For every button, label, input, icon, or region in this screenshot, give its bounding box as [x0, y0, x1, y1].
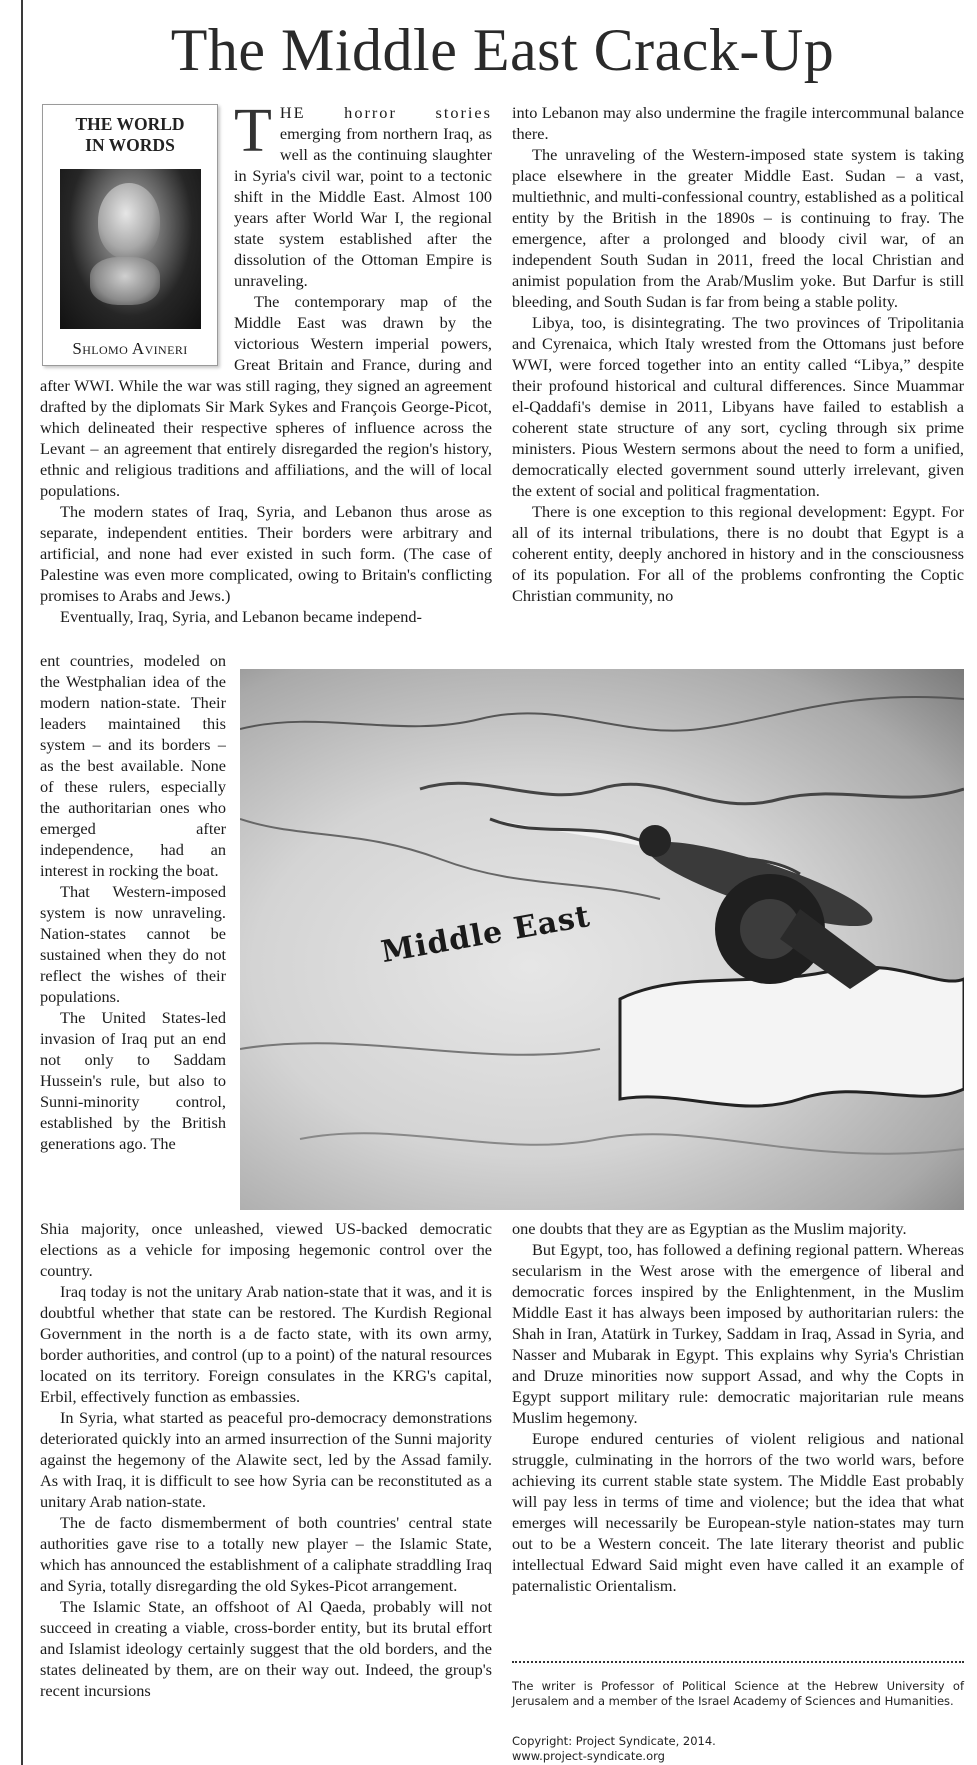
paragraph: The unraveling of the Western-imposed state system is taking place elsewhere in the greater Middle East. Sudan – a vast, multiethnic, and multi-confessional country, established as a political entity by the British in the 1890s – is continuing to fray. The emergence, after a prolonged and bloody civil war, of an independent South Sudan in 2011, freed the local Christian and animist population from the Arab/Muslim yoke. But Darfur is still bleeding, and South Sudan is far from being a stable polity.	[512, 145, 964, 311]
paragraph: Iraq today is not the unitary Arab nation-state that it was, and it is doubtful whether that state can be restored. The Kurdish Regional Government in the north is a de facto state, with its own army, border authorities, and control (up to a point) of the natural resources located on its territory. Foreign consulates in the KRG's capital, Erbil, effectively function as embassies.	[40, 1282, 492, 1406]
paragraph: Europe endured centuries of violent religious and national struggle, culminating in the horrors of the two world wars, before achieving its current stable state system. The Middle East probably will pay less in terms of time and violence; but the idea that what emerges will necessarily be European-style nation-states may turn out to be a Western conceit. The late literary theorist and public intellectual Edward Said might even have called it an example of paternalistic Orientalism.	[512, 1429, 964, 1595]
column-1-narrow	[40, 650, 226, 1218]
article-title: The Middle East Crack-Up	[170, 17, 835, 83]
paragraph: The United States-led invasion of Iraq put an end not only to Saddam Hussein's rule, but also to Sunni-minority control, established by the British generations ago. The	[40, 1008, 226, 1153]
source-url: www.project-syndicate.org	[512, 1749, 665, 1763]
box-spacer	[40, 102, 234, 372]
map-coastlines	[240, 669, 964, 1210]
paragraph: into Lebanon may also undermine the fragile intercommunal balance there.	[512, 103, 964, 143]
cannon-figure	[639, 825, 880, 989]
paragraph: Libya, too, is disintegrating. The two provinces of Tripolitania and Cyrenaica, which Italy wrested from the Ottomans just before WWI, were forced together into an entity called “Libya,” despite their profound historical and cultural differences. Since Muammar el-Qaddafi's demise in 2011, Libyans have failed to establish a coherent state structure of any sort, cycling through six prime ministers. Pious Western sermons about the need to form a unified, democratically elected government sound utterly irrelevant, given the extent of social and political fragmentation.	[512, 313, 964, 500]
paragraph: That Western-imposed system is now unraveling. Nation-states cannot be sustained when they do not reflect the wishes of their populations.	[40, 882, 226, 1006]
paragraph: In Syria, what started as peaceful pro-democracy demonstrations deteriorated quickly into an armed insurrection of the Sunni majority against the hegemony of the Alawite sect, led by the Assad family. As with Iraq, it is difficult to see how Syria can be reconstituted as a unitary Arab nation-state.	[40, 1408, 492, 1511]
column-2-top	[512, 102, 964, 662]
paragraph: But Egypt, too, has followed a defining regional pattern. Whereas secularism in the West arose with the emergence of liberal and democratic forces inspired by the Enlightenment, in the Muslim Middle East it has always been imposed by authoritarian rulers: the Shah in Iran, Atatürk in Turkey, Saddam in Iraq, Assad in Syria, and Nasser and Mubarak in Egypt. This explains why Syria's Christian and Druze minorities now support Assad, and why the Copts in Egypt support military rule: democratic majoritarian rule means Muslim hegemony.	[512, 1240, 964, 1427]
paragraph: The contemporary map of the Middle East was drawn by the victorious Western imperial powers, Great Britain and France, during and after WWI. While the war was still raging, they signed an agreement drafted by the diplomats Sir Mark Sykes and François George-Picot, which delineated their respective spheres of influence across the Levant – an agreement that entirely disregarded the region's history, ethnic and religious traditions and affiliations, and the will of local populations.	[40, 292, 492, 500]
paragraph: The Islamic State, an offshoot of Al Qaeda, probably will not succeed in creating a viable, cross-border entity, but its brutal effort and Islamist ideology certainly suggest that the old borders, and the states delineated by them, are on their way out. Indeed, the group's recent incursions	[40, 1597, 492, 1700]
footnote-divider	[512, 1661, 964, 1663]
paragraph: THE horror stories emerging from northern Iraq, as well as the continuing slaughter in Syria's civil war, point to a tectonic shift in the Middle East. Almost 100 years after World War I, the regional state system established after the dissolution of the Ottoman Empire is unraveling.	[234, 102, 492, 290]
author-name: Shlomo Avineri	[72, 339, 188, 358]
copyright-line: Copyright: Project Syndicate, 2014.	[512, 1734, 716, 1748]
map-photo	[240, 669, 964, 1210]
column-1-top	[40, 102, 492, 650]
paragraph: The modern states of Iraq, Syria, and Lebanon thus arose as separate, independent entities. Their borders were arbitrary and artificial, and none had ever existed in such form. (The case of Palestine was even more complicated, owing to Britain's conflicting promises to Arabs and Jews.)	[40, 502, 492, 605]
paragraph: ent countries, modeled on the Westphalian idea of the modern nation-state. Their leaders maintained this system – and its borders – as the best available. None of these rulers, especially the authoritarian ones who emerged after independence, had an interest in rocking the boat.	[40, 651, 226, 880]
paragraph: one doubts that they are as Egyptian as the Muslim majority.	[512, 1219, 907, 1238]
column-section-title: THE WORLD IN WORDS	[75, 114, 185, 155]
paragraph: Eventually, Iraq, Syria, and Lebanon became independ-	[60, 607, 422, 626]
paragraph: There is one exception to this regional development: Egypt. For all of its internal tribulations, there is no doubt that Egypt is a coherent entity, deeply anchored in history and in the consciousness of its population. For all of the problems confronting the Coptic Christian community, no	[512, 502, 964, 605]
author-bio: The writer is Professor of Political Science at the Hebrew University of Jerusalem and a member of the Israel Academy of Sciences and Humanities.	[512, 1679, 964, 1708]
paragraph: Shia majority, once unleashed, viewed US-backed democratic elections as a vehicle for imposing hegemonic control over the country.	[40, 1219, 492, 1280]
page-left-rule	[21, 0, 23, 1765]
paragraph: The de facto dismemberment of both countries' central state authorities gave rise to a totally new player – the Islamic State, which has announced the establishment of a caliphate straddling Iraq and Syria, totally disregarding the old Sykes-Picot arrangement.	[40, 1513, 492, 1595]
map-label: Middle East	[378, 898, 593, 971]
column-2-bottom	[512, 1218, 964, 1658]
column-1-bottom	[40, 1218, 492, 1765]
drop-cap: T	[234, 102, 272, 165]
